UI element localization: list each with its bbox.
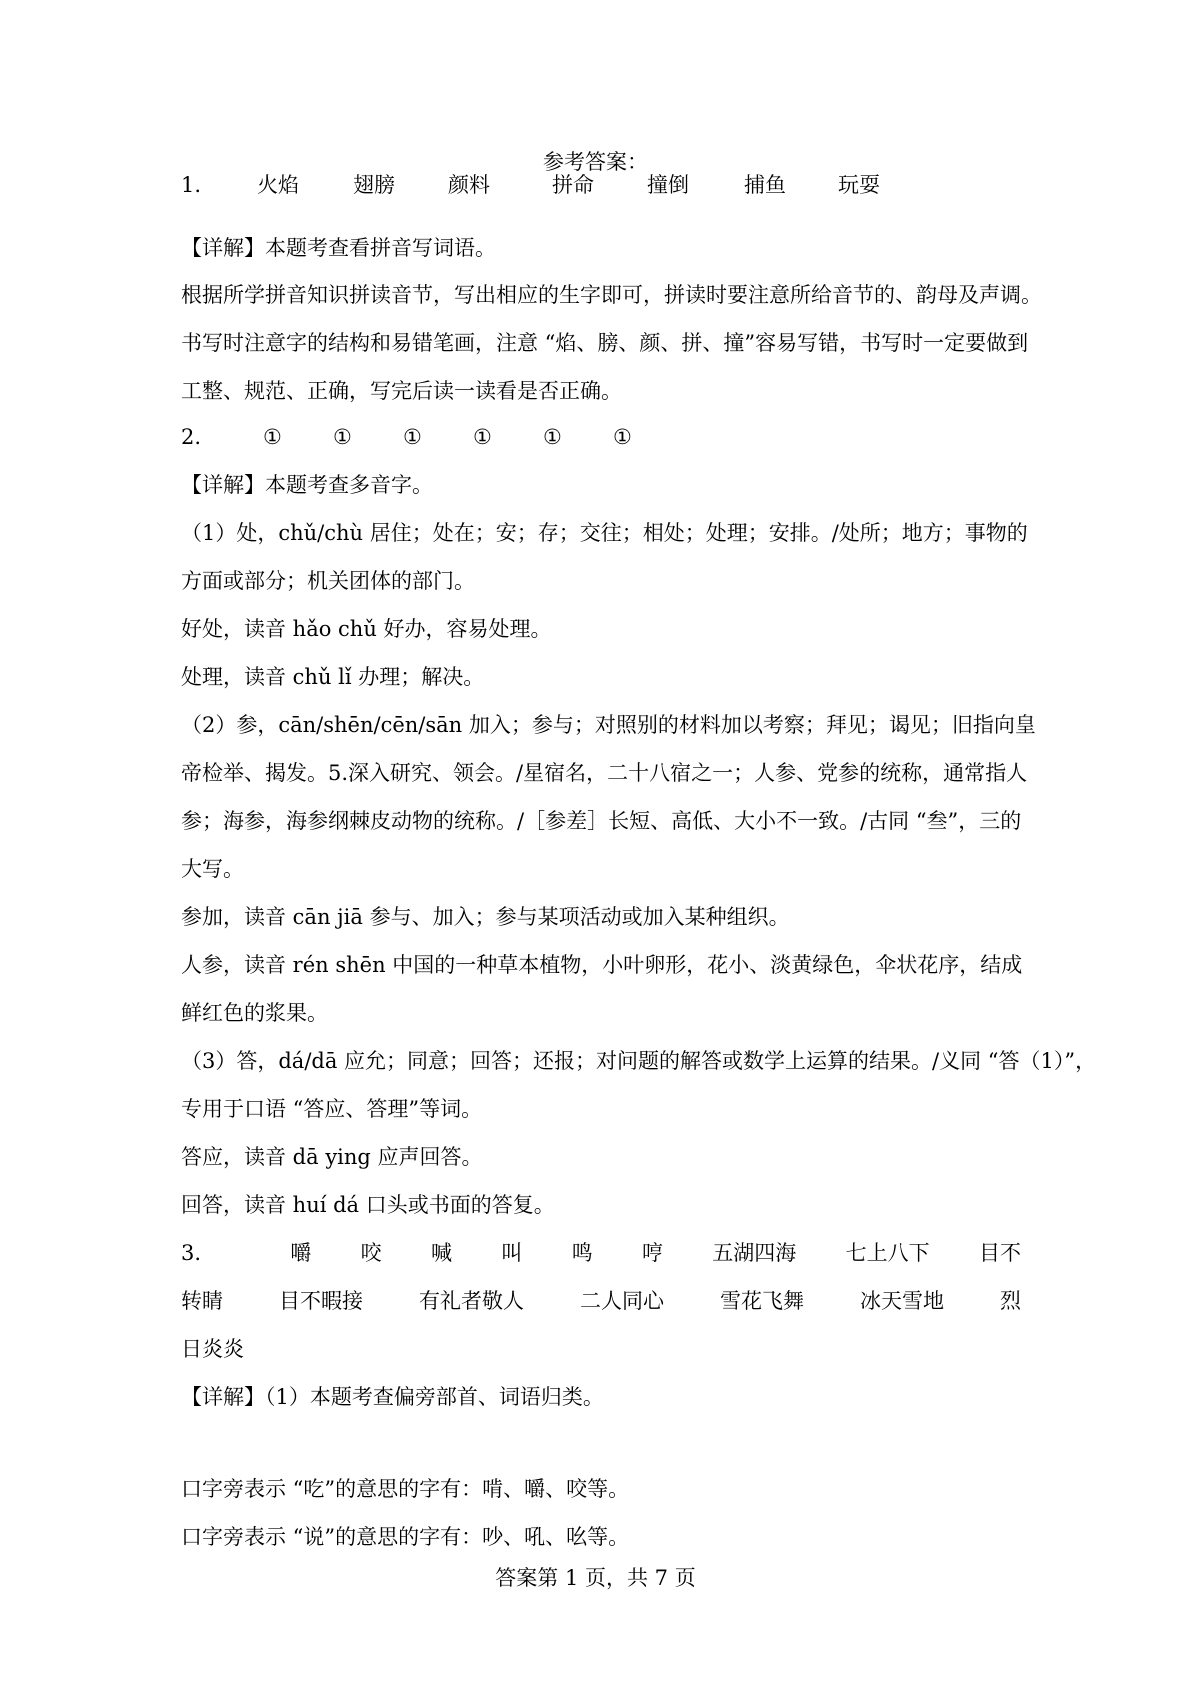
- q2-paragraph: 好处，读音 hǎo chǔ 好办，容易处理。: [181, 617, 552, 641]
- q3-answer-list: [181, 1238, 1021, 1268]
- q3-answer: 目不: [978, 1241, 1021, 1265]
- q2-answer: ①: [613, 425, 632, 449]
- q3-answer: 雪花飞舞: [720, 1289, 804, 1313]
- q3-answer-row: 日炎炎: [181, 1337, 244, 1361]
- q3-answer: 有礼者敬人: [419, 1289, 524, 1313]
- q3-answer: 嚼: [290, 1241, 312, 1265]
- q3-answer: 五湖四海: [712, 1241, 797, 1265]
- q3-number: 3.: [181, 1241, 202, 1265]
- q2-paragraph: 方面或部分；机关团体的部门。: [181, 569, 475, 593]
- q1-paragraph: 工整、规范、正确，写完后读一读看是否正确。: [181, 379, 622, 403]
- q2-paragraph: 回答，读音 huí dá 口头或书面的答复。: [181, 1193, 555, 1217]
- q2-detail: 【详解】本题考查多音字。: [181, 473, 433, 497]
- q1-answer: 拼命: [552, 173, 594, 197]
- q2-paragraph: （1）处，chǔ/chù 居住；处在；安；存；交往；相处；处理；安排。/处所；地方；事物的: [181, 521, 1028, 545]
- q3-answer: 叫: [501, 1241, 523, 1265]
- q3-answer: 烈: [1000, 1289, 1021, 1313]
- q2-answer: ①: [333, 425, 352, 449]
- q2-number: 2.: [181, 425, 202, 449]
- q2-answer: ①: [403, 425, 422, 449]
- q2-answer: ①: [263, 425, 282, 449]
- q2-paragraph: 大写。: [181, 857, 244, 881]
- q2-paragraph: 专用于口语 “答应、答理”等词。: [181, 1097, 483, 1121]
- q2-answer: ①: [543, 425, 562, 449]
- q3-paragraph: 口字旁表示 “吃”的意思的字有：啃、嚼、咬等。: [181, 1477, 630, 1501]
- q2-paragraph: 人参，读音 rén shēn 中国的一种草本植物，小叶卵形，花小、淡黄绿色，伞状花序，结成: [181, 953, 1023, 977]
- q3-answer: 目不暇接: [279, 1289, 363, 1313]
- q1-paragraph: 书写时注意字的结构和易错笔画，注意 “焰、膀、颜、拼、撞”容易写错，书写时一定要做到: [181, 331, 1029, 355]
- q3-answer: 冰天雪地: [860, 1289, 944, 1313]
- q2-paragraph: （3）答，dá/dā 应允；同意；回答；还报；对问题的解答或数学上运算的结果。/义同 “答（1）”，: [181, 1049, 1097, 1073]
- q2-paragraph: （2）参，cān/shēn/cēn/sān 加入；参与；对照别的材料加以考察；拜见；谒见；旧指向皇: [181, 713, 1036, 737]
- q1-answer: 玩耍: [838, 173, 880, 197]
- q2-paragraph: 帝检举、揭发。5.深入研究、领会。/星宿名，二十八宿之一；人参、党参的统称，通常指人: [181, 761, 1028, 785]
- q3-answer-list: [181, 1286, 1021, 1316]
- q3-answer: 咬: [360, 1241, 382, 1265]
- q3-answer-row: [181, 1286, 1021, 1316]
- q1-paragraph: 根据所学拼音知识拼读音节，写出相应的生字即可，拼读时要注意所给音节的、韵母及声调。: [181, 283, 1042, 307]
- q2-paragraph: 参；海参，海参纲棘皮动物的统称。/［参差］长短、高低、大小不一致。/古同 “叁”，三的: [181, 809, 1022, 833]
- q3-answer: 转睛: [181, 1289, 223, 1313]
- q3-detail: 【详解】（1）本题考查偏旁部首、词语归类。: [181, 1385, 604, 1409]
- page-title: 参考答案：: [543, 150, 648, 174]
- q3-answer: 二人同心: [580, 1289, 664, 1313]
- q3-answer: 鸣: [571, 1241, 593, 1265]
- q1-answer: 火焰: [257, 173, 299, 197]
- q1-answer: 捕鱼: [744, 173, 786, 197]
- q3-answer-row: [181, 1238, 1021, 1268]
- q1-number: 1.: [181, 173, 202, 197]
- q3-answer: 七上八下: [845, 1241, 930, 1265]
- q2-answer: ①: [473, 425, 492, 449]
- q3-paragraph: 口字旁表示 “说”的意思的字有：吵、吼、吆等。: [181, 1525, 630, 1549]
- q2-paragraph: 参加，读音 cān jiā 参与、加入；参与某项活动或加入某种组织。: [181, 905, 790, 929]
- q2-paragraph: 处理，读音 chǔ lǐ 办理；解决。: [181, 665, 485, 689]
- q1-answer: 撞倒: [647, 173, 689, 197]
- q2-paragraph: 鲜红色的浆果。: [181, 1001, 328, 1025]
- q2-paragraph: 答应，读音 dā ying 应声回答。: [181, 1145, 483, 1169]
- page-footer: 答案第 1 页，共 7 页: [495, 1566, 696, 1590]
- q1-answer: 颜料: [448, 173, 490, 197]
- q3-answer: 哼: [641, 1241, 663, 1265]
- q3-answer: 喊: [430, 1241, 452, 1265]
- q1-answer: 翅膀: [353, 173, 395, 197]
- q1-detail: 【详解】本题考查看拼音写词语。: [181, 236, 496, 260]
